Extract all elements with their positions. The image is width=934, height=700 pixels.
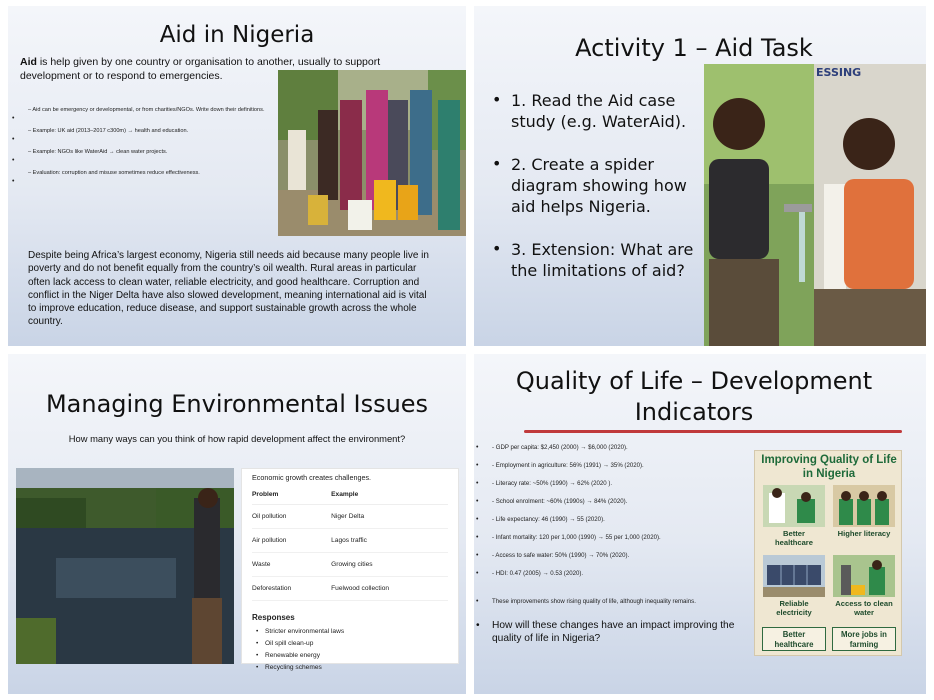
children-at-water-tap-photo: [704, 64, 926, 346]
table-cell: Niger Delta: [331, 505, 448, 529]
table-cell: Waste: [252, 553, 331, 577]
indicators-list: [476, 444, 746, 588]
bullet-icon: •: [476, 462, 479, 469]
aid-term: Aid: [20, 56, 37, 68]
environment-issues-card: [241, 468, 459, 671]
list-item: • - School enrolment: ~60% (1990s) → 84% (2020).: [476, 498, 628, 505]
slide-title: Aid in Nigeria: [159, 22, 315, 48]
bullet-icon: •: [476, 444, 479, 451]
bullet-icon: •: [492, 90, 502, 109]
problems-table: [252, 488, 448, 601]
poster-label-farming-jobs: More jobs in farming: [832, 627, 896, 651]
list-item: • - Life expectancy: 46 (1990) → 55 (2020).: [476, 516, 605, 523]
list-item: • – Example: NGOs like WaterAid → clean water projects.: [12, 149, 168, 164]
water-collection-photo: [278, 70, 466, 236]
list-item: • – Evaluation: corruption and misuse sometimes reduce effectiveness.: [12, 170, 200, 185]
list-item: • - Literacy rate: ~50% (1990) → 62% (2020 ).: [476, 480, 613, 487]
list-item: • Recycling schemes: [256, 662, 448, 674]
aid-explanation-paragraph: Despite being Africa’s largest economy, Nigeria still needs aid because many people live in poverty and do not benefit equally from the country’s oil wealth. Rural areas in particular often lack access to clean water, reliable electricity, and good healthcare. Corruption and conflict in the Niger Delta have also slowed development, meaning international aid is vital to improve education, reduce disease, and support sustainable growth across the whole country.: [28, 250, 429, 328]
tile-caption: Reliable electricity: [776, 599, 812, 617]
task-list: [492, 90, 712, 303]
table-row: [252, 553, 448, 577]
bullet-icon: •: [12, 136, 15, 143]
list-item: • Oil spill clean-up: [256, 638, 448, 650]
table-row: [252, 529, 448, 553]
tile-caption: Access to clean water: [835, 599, 893, 617]
table-header: Example: [331, 488, 448, 505]
title-underline: [524, 430, 902, 433]
table-cell: Oil pollution: [252, 505, 331, 529]
responses-heading: Responses: [252, 613, 295, 622]
bullet-icon: •: [476, 516, 479, 523]
aid-definition-text: is help given by one country or organisation to another, usually to support development or to respond to emergencies.: [20, 56, 381, 82]
conclusion-text: • These improvements show rising quality of life, although inequality remains.: [476, 598, 696, 605]
table-cell: Deforestation: [252, 577, 331, 601]
bullet-icon: •: [476, 498, 479, 505]
poster-tile-water: [833, 555, 895, 617]
list-item: • - Employment in agriculture: 56% (1991) → 35% (2020).: [476, 462, 644, 469]
card-intro: Economic growth creates challenges.: [252, 473, 372, 482]
bullet-icon: •: [12, 178, 15, 185]
tile-caption: Better healthcare: [775, 529, 813, 547]
bullet-icon: •: [476, 534, 479, 541]
literacy-illustration-icon: [833, 485, 895, 527]
list-item: • – Aid can be emergency or developmental, or from charities/NGOs. Write down their definitions.: [12, 107, 265, 122]
table-header: Problem: [252, 488, 331, 505]
table-cell: Lagos traffic: [331, 529, 448, 553]
discussion-question: • How will these changes have an impact improving the quality of life in Nigeria?: [476, 620, 735, 644]
list-item: • 3. Extension: What are the limitations of aid?: [492, 239, 694, 280]
polluted-river-photo: [16, 468, 234, 664]
water-pump-icon: [833, 555, 895, 597]
discussion-question: How many ways can you think of how rapid development affect the environment?: [68, 433, 406, 444]
bullet-icon: •: [476, 598, 479, 605]
quality-of-life-poster: [754, 450, 902, 656]
bullet-icon: •: [12, 115, 15, 122]
list-item: • - Infant mortality: 120 per 1,000 (1990) → 55 per 1,000 (2020).: [476, 534, 661, 541]
slide-quality-of-life: [474, 354, 926, 694]
table-row: [252, 577, 448, 601]
table-row: [252, 505, 448, 529]
list-item: • Stricter environmental laws: [256, 626, 448, 638]
table-cell: Growing cities: [331, 553, 448, 577]
slide-title: Managing Environmental Issues: [45, 390, 429, 418]
table-cell: Fuelwood collection: [331, 577, 448, 601]
bullet-icon: •: [476, 480, 479, 487]
list-item: • – Example: UK aid (2013–2017 c300m) → health and education.: [12, 128, 189, 143]
slide-aid-in-nigeria: [8, 6, 466, 346]
tile-caption: Higher literacy: [837, 529, 891, 538]
bullet-icon: •: [476, 620, 480, 631]
slide-title: Quality of Life – Development Indicators: [515, 367, 873, 426]
list-item: • Renewable energy: [256, 650, 448, 662]
sign-text: ESSING: [816, 66, 862, 79]
bullet-icon: •: [12, 157, 15, 164]
bullet-icon: •: [492, 154, 502, 173]
poster-tile-healthcare: [763, 485, 825, 547]
list-item: • 2. Create a spider diagram showing how aid helps Nigeria.: [492, 154, 687, 216]
table-header-row: [252, 488, 448, 505]
responses-list: [252, 626, 448, 674]
list-item: • 1. Read the Aid case study (e.g. WaterAid).: [492, 90, 687, 131]
table-cell: Air pollution: [252, 529, 331, 553]
slide-activity-aid-task: [474, 6, 926, 346]
bullet-icon: •: [476, 552, 479, 559]
poster-label-healthcare: Better healthcare: [762, 627, 826, 651]
aid-points-list: [12, 106, 274, 190]
slide-managing-environmental-issues: [8, 354, 466, 694]
list-item: • - Access to safe water: 50% (1990) → 70% (2020).: [476, 552, 630, 559]
bullet-icon: •: [476, 570, 479, 577]
bullet-icon: •: [492, 239, 502, 258]
list-item: • - HDI: 0.47 (2005) → 0.53 (2020).: [476, 570, 584, 577]
poster-title: Improving Quality of Life in Nigeria: [761, 454, 897, 480]
poster-tile-literacy: [833, 485, 895, 538]
slide-title: Activity 1 – Aid Task: [575, 34, 813, 62]
poster-tile-electricity: [763, 555, 825, 617]
healthcare-illustration-icon: [763, 485, 825, 527]
list-item: • - GDP per capita: $2,450 (2000) → $6,000 (2020).: [476, 444, 628, 451]
solar-panel-icon: [763, 555, 825, 597]
